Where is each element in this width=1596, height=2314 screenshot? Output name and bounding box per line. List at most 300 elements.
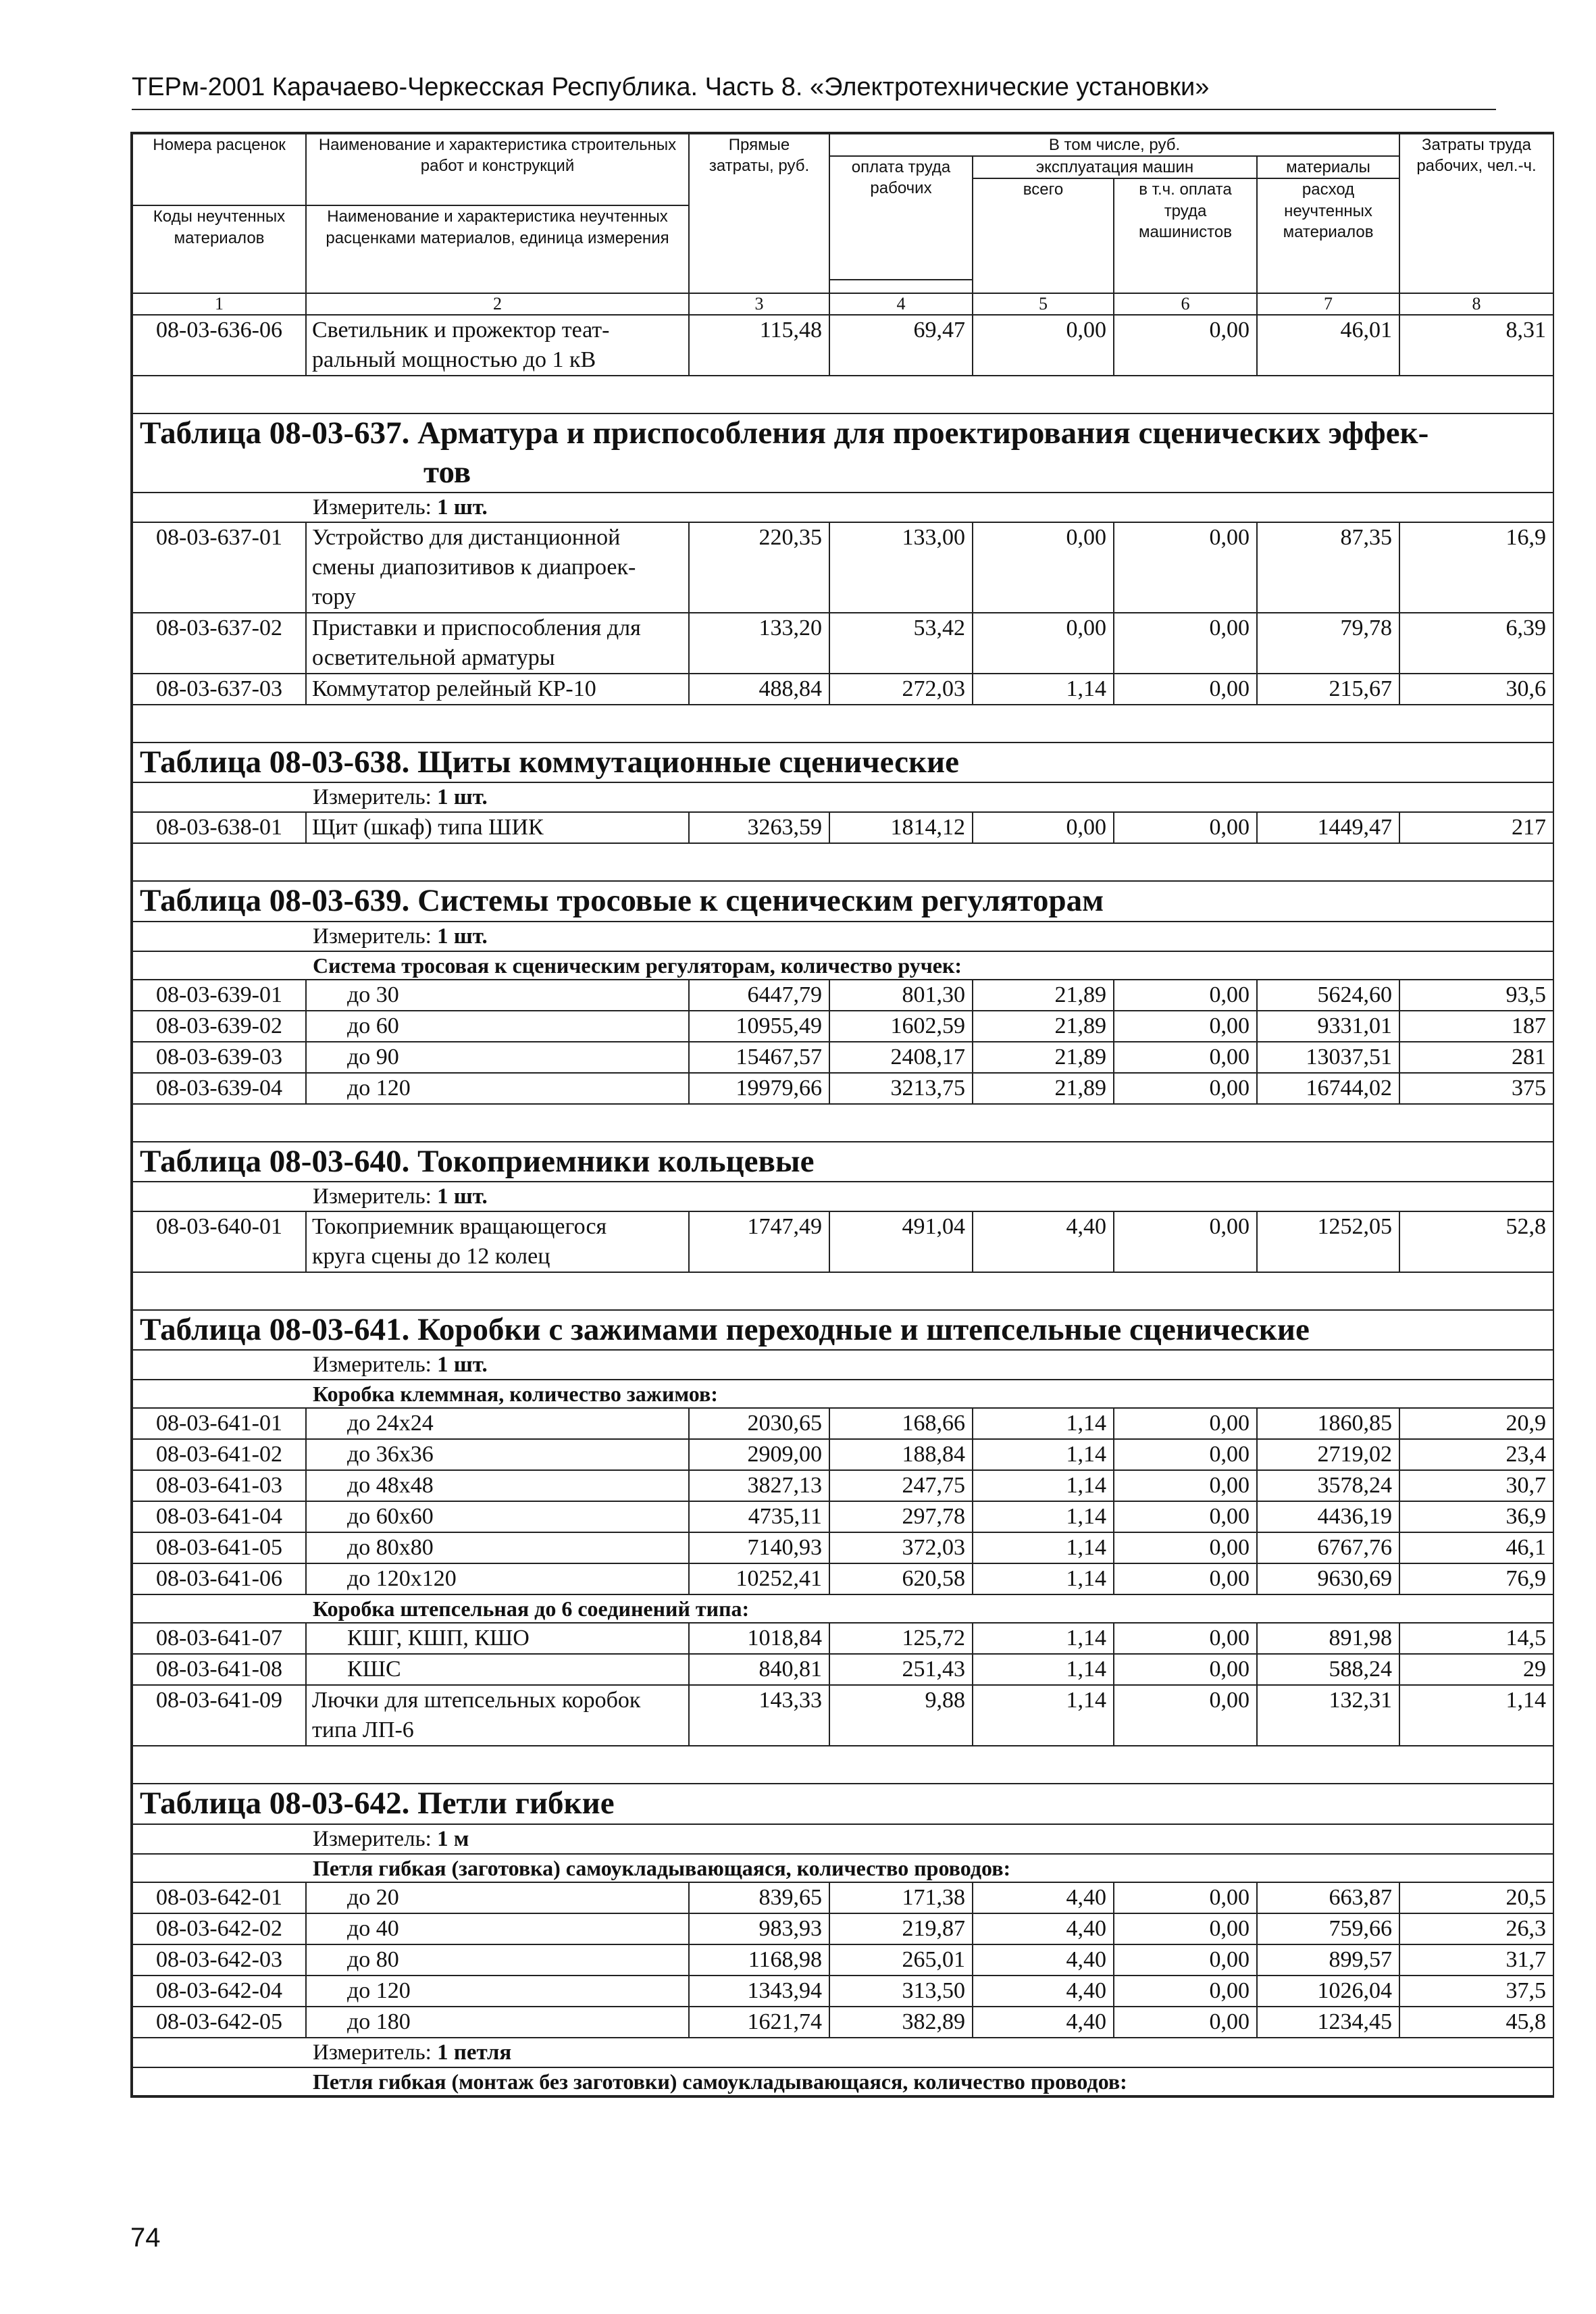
rate-value: 4,40 [973,1913,1114,1944]
rate-value: 1747,49 [689,1211,829,1272]
rate-value: 21,89 [973,1042,1114,1073]
rate-value: 0,00 [1114,1685,1257,1746]
rate-name [306,1976,689,2007]
rate-value: 4,40 [973,1882,1114,1913]
rate-value: 1,14 [973,1501,1114,1532]
rate-value: 0,00 [1114,1913,1257,1944]
rate-value: 0,00 [973,315,1114,376]
table-row [132,674,1553,705]
rate-value: 6447,79 [689,980,829,1011]
rate-value: 1252,05 [1257,1211,1399,1272]
page-number: 74 [130,2223,161,2253]
table-title [132,881,1553,921]
rate-value: 1234,45 [1257,2007,1399,2038]
column-number: 8 [1399,293,1553,315]
rate-value: 1018,84 [689,1623,829,1654]
rate-value: 247,75 [829,1470,973,1501]
rate-name-line: типа ЛП-6 [312,1717,414,1743]
rate-value: 0,00 [1114,1882,1257,1913]
rate-value: 1,14 [973,1623,1114,1654]
rate-value: 0,00 [1114,1944,1257,1976]
rate-value: 187 [1399,1011,1553,1042]
subtitle-row [132,2067,1553,2096]
rate-value: 168,66 [829,1408,973,1439]
col-name-header: Наименование и характеристика строительных работ и конструкций [306,134,689,205]
rate-value: 382,89 [829,2007,973,2038]
rate-name-line: Коммутатор релейный КР-10 [312,676,596,702]
table-row [132,1408,1553,1439]
table-title [132,743,1553,782]
rate-value: 9,88 [829,1685,973,1746]
rate-code: 08-03-637-03 [132,674,306,705]
rate-name-line: до 24х24 [347,1411,434,1436]
measure-row [132,1824,1553,1854]
measure-row [132,2038,1553,2067]
subtitle-row [132,1380,1553,1408]
rate-name [306,812,689,843]
table-row [132,980,1553,1011]
rate-name-line: до 30 [347,982,399,1007]
rate-name-line: круга сцены до 12 колец [312,1244,550,1269]
rate-value: 620,58 [829,1563,973,1594]
rate-value: 0,00 [1114,2007,1257,2038]
rate-name-line: до 120 [347,1978,411,2003]
subtitle-cell: Система тросовая к сценическим регуляторам, количество ручек: [306,951,1553,980]
rate-value: 3213,75 [829,1073,973,1104]
rate-name-line: Токоприемник вращающегося [312,1214,607,1240]
table-row [132,1913,1553,1944]
rate-value: 759,66 [1257,1913,1399,1944]
rate-code: 08-03-641-09 [132,1685,306,1746]
rate-value: 313,50 [829,1976,973,2007]
rate-code: 08-03-641-08 [132,1654,306,1685]
spacer-row [132,843,1553,881]
col-incl-header: В том числе, руб. [829,134,1399,156]
table-title [132,413,1553,493]
rate-value: 0,00 [1114,315,1257,376]
rate-code: 08-03-640-01 [132,1211,306,1272]
rate-value: 115,48 [689,315,829,376]
rate-code: 08-03-641-06 [132,1563,306,1594]
rate-value: 2408,17 [829,1042,973,1073]
table-row [132,1011,1553,1042]
rate-value: 6767,76 [1257,1532,1399,1563]
rate-code: 08-03-641-03 [132,1470,306,1501]
rate-value: 20,9 [1399,1408,1553,1439]
rate-value: 840,81 [689,1654,829,1685]
rate-name-line: до 120х120 [347,1566,457,1592]
rate-value: 1,14 [973,1685,1114,1746]
measure-cell [306,922,1553,951]
rate-value: 1168,98 [689,1944,829,1976]
rate-value: 1449,47 [1257,812,1399,843]
rate-value: 0,00 [1114,812,1257,843]
rate-name-line: до 180 [347,2009,411,2034]
rate-value: 1814,12 [829,812,973,843]
rate-value: 251,43 [829,1654,973,1685]
rate-value: 1602,59 [829,1011,973,1042]
rate-code: 08-03-641-07 [132,1623,306,1654]
rate-value: 0,00 [1114,522,1257,613]
rate-name [306,613,689,674]
table-body [132,293,1553,2095]
col-labor-header: Затраты труда рабочих, чел.-ч. [1399,134,1553,293]
rate-name [306,1654,689,1685]
measure-label: Измеритель: [313,1184,432,1209]
rate-code: 08-03-642-02 [132,1913,306,1944]
rate-code: 08-03-639-04 [132,1073,306,1104]
rate-value: 0,00 [1114,1654,1257,1685]
rate-value: 31,7 [1399,1944,1553,1976]
rate-value: 20,5 [1399,1882,1553,1913]
rate-code: 08-03-639-01 [132,980,306,1011]
rate-value: 37,5 [1399,1976,1553,2007]
rate-code: 08-03-642-01 [132,1882,306,1913]
column-number: 4 [829,293,973,315]
measure-cell [306,782,1553,812]
column-number-row [132,293,1553,315]
table-row [132,1532,1553,1563]
rate-code: 08-03-641-01 [132,1408,306,1439]
table-title [132,1142,1553,1182]
rate-code: 08-03-642-05 [132,2007,306,2038]
rate-name [306,1913,689,1944]
rate-value: 30,6 [1399,674,1553,705]
rate-value: 26,3 [1399,1913,1553,1944]
rate-name-line: до 40 [347,1915,399,1941]
measure-value: 1 шт. [437,924,488,949]
measure-label: Измеритель: [313,785,432,810]
measure-row [132,922,1553,951]
rate-value: 1,14 [973,1408,1114,1439]
table-title-row [132,1142,1553,1182]
rate-code: 08-03-642-03 [132,1944,306,1976]
table-title-row [132,1310,1553,1350]
table-title-row [132,743,1553,782]
rate-value: 188,84 [829,1439,973,1470]
subtitle-row [132,951,1553,980]
measure-label: Измеритель: [313,1353,432,1378]
measure-label: Измеритель: [313,1826,432,1851]
table-row [132,1211,1553,1272]
rate-name [306,1408,689,1439]
rate-value: 76,9 [1399,1563,1553,1594]
rate-code: 08-03-641-04 [132,1501,306,1532]
col-wages-header: оплата труда рабочих [829,156,973,280]
rate-name [306,1882,689,1913]
rate-value: 281 [1399,1042,1553,1073]
table-row [132,1439,1553,1470]
rate-value: 132,31 [1257,1685,1399,1746]
rate-value: 133,00 [829,522,973,613]
rate-code: 08-03-637-02 [132,613,306,674]
table-row [132,1685,1553,1746]
rate-value: 46,01 [1257,315,1399,376]
rate-value: 87,35 [1257,522,1399,613]
rate-name [306,1623,689,1654]
measure-cell [306,493,1553,522]
rate-value: 1,14 [973,1439,1114,1470]
rate-value: 1,14 [973,1563,1114,1594]
rate-value: 0,00 [1114,1532,1257,1563]
table-title [132,1784,1553,1823]
rate-name-line: до 80х80 [347,1535,434,1561]
subtitle-cell: Коробка клеммная, количество зажимов: [306,1380,1553,1408]
rate-value: 4,40 [973,1944,1114,1976]
column-number: 3 [689,293,829,315]
table-row [132,1976,1553,2007]
table-row [132,1944,1553,1976]
rate-value: 219,87 [829,1913,973,1944]
rate-name [306,1563,689,1594]
rate-value: 21,89 [973,1073,1114,1104]
rate-value: 143,33 [689,1685,829,1746]
rate-value: 7140,93 [689,1532,829,1563]
column-number: 5 [973,293,1114,315]
rate-name [306,1073,689,1104]
rate-value: 8,31 [1399,315,1553,376]
rate-name [306,2007,689,2038]
table-title-row [132,1784,1553,1823]
subtitle-row [132,1854,1553,1882]
rate-name-line: до 60х60 [347,1504,434,1530]
table-row [132,2007,1553,2038]
table-title-line: Таблица 08-03-639. Системы тросовые к сценическим регуляторам [140,883,1104,919]
rate-value: 215,67 [1257,674,1399,705]
rate-value: 9331,01 [1257,1011,1399,1042]
rate-value: 46,1 [1399,1532,1553,1563]
rate-name-line: Устройство для дистанционной [312,525,621,551]
measure-cell [306,1182,1553,1211]
col-machines-header: эксплуатация машин [973,156,1257,178]
col-machines-total-header: всего [973,178,1114,293]
rate-name-line: тору [312,584,356,610]
table-header [132,134,1553,293]
measure-value: 1 шт. [437,785,488,810]
rate-value: 6,39 [1399,613,1553,674]
rate-value: 983,93 [689,1913,829,1944]
subtitle-row [132,1594,1553,1623]
rate-value: 93,5 [1399,980,1553,1011]
rate-name-line: Светильник и прожектор теат- [312,318,610,343]
rate-value: 4735,11 [689,1501,829,1532]
rate-value: 1621,74 [689,2007,829,2038]
table-row [132,1882,1553,1913]
rate-value: 19979,66 [689,1073,829,1104]
rate-value: 0,00 [1114,1501,1257,1532]
rate-value: 899,57 [1257,1944,1399,1976]
rate-code: 08-03-636-06 [132,315,306,376]
rate-value: 0,00 [1114,1623,1257,1654]
rate-value: 891,98 [1257,1623,1399,1654]
rate-value: 79,78 [1257,613,1399,674]
table-row [132,1073,1553,1104]
rate-code: 08-03-641-02 [132,1439,306,1470]
rates-sheet [130,132,1554,2098]
measure-value: 1 шт. [437,495,488,520]
rate-code: 08-03-637-01 [132,522,306,613]
rate-value: 36,9 [1399,1501,1553,1532]
measure-cell [306,2038,1553,2067]
rate-name-line: КШС [347,1657,401,1682]
rate-value: 2909,00 [689,1439,829,1470]
column-number: 6 [1114,293,1257,315]
rate-value: 171,38 [829,1882,973,1913]
rate-value: 0,00 [1114,1563,1257,1594]
rate-value: 5624,60 [1257,980,1399,1011]
rate-value: 0,00 [1114,1073,1257,1104]
measure-cell [306,1824,1553,1854]
rate-value: 220,35 [689,522,829,613]
col-name-header-bottom: Наименование и характеристика неучтенных расценками материалов, единица измерения [306,205,689,293]
rate-value: 839,65 [689,1882,829,1913]
rate-name [306,1501,689,1532]
table-row [132,1654,1553,1685]
subtitle-cell: Петля гибкая (заготовка) самоукладывающаяся, количество проводов: [306,1854,1553,1882]
table-row [132,613,1553,674]
rate-value: 0,00 [1114,980,1257,1011]
measure-row [132,782,1553,812]
measure-row [132,1350,1553,1380]
rate-name-line: Приставки и приспособления для [312,615,641,641]
rate-name-line: смены диапозитивов к диапроек- [312,555,636,580]
table-title-row [132,413,1553,493]
rate-value: 663,87 [1257,1882,1399,1913]
rate-value: 23,4 [1399,1439,1553,1470]
rate-name [306,1211,689,1272]
rate-value: 1,14 [973,1470,1114,1501]
rate-value: 1026,04 [1257,1976,1399,2007]
rate-value: 1,14 [973,1532,1114,1563]
rate-value: 30,7 [1399,1470,1553,1501]
rate-value: 0,00 [1114,1439,1257,1470]
rate-value: 45,8 [1399,2007,1553,2038]
table-title [132,1310,1553,1350]
table-title-row [132,881,1553,921]
col-code-header: Номера расценок [132,134,306,205]
rate-value: 4,40 [973,1211,1114,1272]
rate-name-line: до 48х48 [347,1473,434,1499]
subtitle-cell: Петля гибкая (монтаж без заготовки) самоукладывающаяся, количество проводов: [306,2067,1553,2096]
page-header: ТЕРм-2001 Карачаево-Черкесская Республика. Часть 8. «Электротехнические установки» [132,73,1496,110]
table-title-line: Таблица 08-03-641. Коробки с зажимами переходные и штепсельные сценические [140,1312,1310,1348]
measure-row [132,1182,1553,1211]
measure-cell [306,1350,1553,1380]
rate-value: 0,00 [1114,1408,1257,1439]
rate-value: 801,30 [829,980,973,1011]
rate-value: 69,47 [829,315,973,376]
table-row [132,1470,1553,1501]
rate-name [306,1042,689,1073]
table-title-line: тов [423,454,471,490]
rate-value: 491,04 [829,1211,973,1272]
rate-value: 0,00 [1114,1470,1257,1501]
rate-value: 0,00 [1114,1011,1257,1042]
rate-name [306,1011,689,1042]
rate-value: 372,03 [829,1532,973,1563]
table-row [132,1623,1553,1654]
rate-value: 0,00 [1114,674,1257,705]
spacer-row [132,1746,1553,1784]
rate-code: 08-03-638-01 [132,812,306,843]
table-row [132,1501,1553,1532]
rate-name-line: до 120 [347,1075,411,1101]
rate-code: 08-03-642-04 [132,1976,306,2007]
spacer-row [132,1272,1553,1310]
rate-value: 16744,02 [1257,1073,1399,1104]
table-title-line: Таблица 08-03-642. Петли гибкие [140,1786,615,1821]
rate-value: 3578,24 [1257,1470,1399,1501]
rate-name [306,1470,689,1501]
rate-value: 2719,02 [1257,1439,1399,1470]
rate-value: 0,00 [973,812,1114,843]
measure-label: Измеритель: [313,495,432,520]
subtitle-cell: Коробка штепсельная до 6 соединений типа: [306,1594,1553,1623]
rate-value: 265,01 [829,1944,973,1976]
table-row [132,315,1553,376]
rate-value: 10252,41 [689,1563,829,1594]
table-row [132,1042,1553,1073]
rate-value: 217 [1399,812,1553,843]
rate-name [306,1532,689,1563]
rate-code: 08-03-641-05 [132,1532,306,1563]
rate-value: 53,42 [829,613,973,674]
rate-name-line: до 20 [347,1884,399,1910]
rate-value: 297,78 [829,1501,973,1532]
rate-value: 29 [1399,1654,1553,1685]
measure-value: 1 шт. [437,1353,488,1378]
rate-name [306,1944,689,1976]
rate-name-line: Щит (шкаф) типа ШИК [312,815,544,840]
measure-label: Измеритель: [313,2040,432,2065]
table-row [132,1563,1553,1594]
rate-name [306,1439,689,1470]
table-row [132,812,1553,843]
rate-value: 16,9 [1399,522,1553,613]
rate-code: 08-03-639-02 [132,1011,306,1042]
rate-value: 3263,59 [689,812,829,843]
rate-name-line: осветительной арматуры [312,645,555,671]
rate-name-line: ральный мощностью до 1 кВ [312,347,596,373]
rate-value: 272,03 [829,674,973,705]
rate-value: 52,8 [1399,1211,1553,1272]
spacer-row [132,705,1553,743]
rate-value: 4,40 [973,2007,1114,2038]
rate-value: 375 [1399,1073,1553,1104]
rate-code: 08-03-639-03 [132,1042,306,1073]
measure-label: Измеритель: [313,924,432,949]
rate-value: 0,00 [973,613,1114,674]
rate-value: 1,14 [973,674,1114,705]
measure-value: 1 м [437,1826,469,1851]
rate-value: 3827,13 [689,1470,829,1501]
rate-name-line: до 90 [347,1044,399,1070]
rate-name [306,674,689,705]
rate-value: 588,24 [1257,1654,1399,1685]
spacer-row [132,1104,1553,1142]
column-number: 7 [1257,293,1399,315]
col-materials-header: материалы [1257,156,1399,178]
rate-value: 1,14 [973,1654,1114,1685]
rate-value: 133,20 [689,613,829,674]
rate-name-line: до 36х36 [347,1442,434,1467]
measure-value: 1 шт. [437,1184,488,1209]
column-number: 2 [306,293,689,315]
col-code-header-bottom: Коды неучтенных материалов [132,205,306,293]
rates-table [132,133,1554,2096]
rate-value: 1343,94 [689,1976,829,2007]
col-direct-header: Прямые затраты, руб. [689,134,829,293]
